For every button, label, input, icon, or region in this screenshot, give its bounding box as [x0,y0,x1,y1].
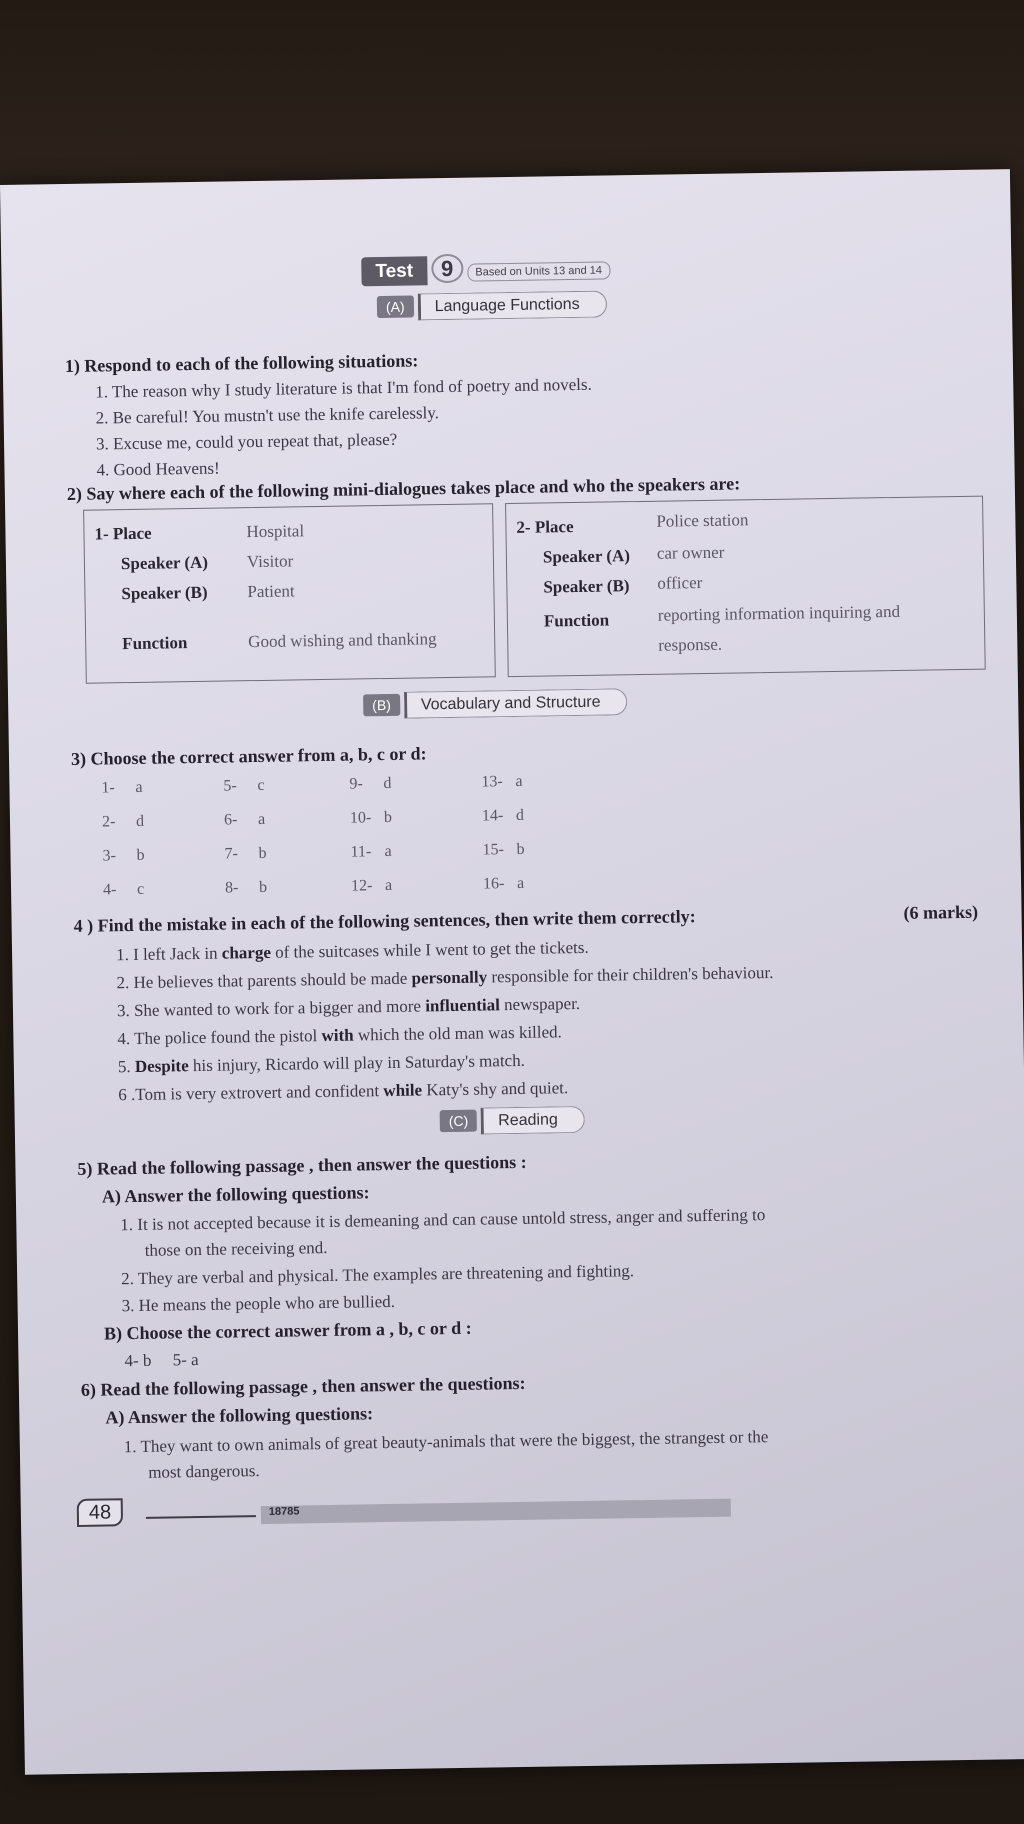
q5-sub-b: B) Choose the correct answer from a , b, c or d : [103,1317,472,1344]
q4-sentence [116,963,773,993]
sentence-text: 4. The police found the pistol [117,1026,322,1049]
speaker-b-label: Speaker (B) [543,576,630,597]
q1-item: 2. Be careful! You mustn't use the knife carelessly. [95,403,440,428]
answer-letter: b [258,844,267,863]
page-number: 48 [77,1498,124,1527]
q6-answer: 1. They want to own animals of great beauty-animals that were the biggest, the strangest or the [123,1427,769,1457]
sentence-text: 2. He believes that parents should be made [116,968,412,993]
q4-sentence [116,938,589,965]
answer-letter: c [136,880,145,898]
sentence-text: Katy's shy and quiet. [421,1078,569,1100]
sentence-text: of the suitcases while I went to get the tickets. [270,937,589,962]
test-header [361,253,610,283]
speaker-a-label: Speaker (A) [542,546,631,567]
q5-heading: 5) Read the following passage , then answer the questions : [77,1151,527,1179]
answer-number: 14- [481,807,504,825]
place-label: 1- Place [94,523,152,544]
q2-heading: 2) Say where each of the following mini-dialogues takes place and who the speakers are: [66,473,741,504]
answer-number: 7- [224,845,238,863]
section-title: Vocabulary and Structure [404,688,628,719]
place-value: Hospital [246,521,305,542]
answer-letter: d [383,774,392,793]
worksheet-page [0,169,1024,1775]
answer-letter: c [257,776,265,795]
answer-letter: a [135,778,143,796]
answer-letter: b [383,808,393,827]
q6-answer-cont: most dangerous. [148,1461,260,1482]
q5-answer: 3. He means the people who are bullied. [121,1291,396,1316]
page-number-badge [77,1501,124,1525]
q4-sentence [117,1022,562,1049]
sentence-text: which the old man was killed. [353,1022,562,1045]
sentence-text: newspaper. [499,993,581,1015]
section-letter: (C) [440,1110,478,1133]
section-b-banner [363,693,628,715]
q5-answer-cont: those on the receiving end. [144,1237,328,1260]
section-a-banner [377,295,607,317]
answer-number: 16- [482,875,505,893]
dialogue-box-2 [505,496,986,677]
q1-item: 4. Good Heavens! [96,458,220,480]
function-label: Function [543,610,610,631]
function-label: Function [122,633,188,654]
test-label: Test [361,256,427,286]
place-value: Police station [656,510,749,531]
function-value: Good wishing and thanking [248,629,437,652]
place-label: 2- Place [516,517,574,537]
q1-item: 3. Excuse me, could you repeat that, please? [95,429,398,454]
answer-letter: a [257,810,266,829]
highlighted-word: with [321,1025,354,1046]
section-letter: (B) [363,694,400,717]
q5-b-answers: 4- b 5- a [124,1350,199,1371]
speaker-b-label: Speaker (B) [121,582,208,604]
answer-letter: a [384,842,392,861]
q4-sentence [117,994,580,1021]
sentence-text: responsible for their children's behaviour. [486,962,774,987]
section-title: Language Functions [417,290,606,320]
sentence-text: 3. She wanted to work for a bigger and more [116,996,426,1021]
sentence-text: his injury, Ricardo will play in Saturday's match. [188,1050,526,1076]
q1-item: 1. The reason why I study literature is that I'm fond of poetry and novels. [95,374,592,402]
highlighted-word: personally [411,967,488,988]
q6-heading: 6) Read the following passage , then answer the questions: [80,1372,526,1400]
footer-code: 18785 [268,1505,300,1518]
footer-rule [146,1515,256,1519]
answer-number: 12- [350,877,373,895]
q5-answer: 2. They are verbal and physical. The examples are threatening and fighting. [121,1261,635,1289]
answer-number: 9- [349,775,363,793]
speaker-a-value: car owner [656,542,725,563]
answer-number: 6- [223,811,238,829]
answer-number: 1- [101,779,115,797]
answer-number: 8- [224,879,239,897]
speaker-b-value: Patient [247,581,295,602]
test-number: 9 [431,254,464,284]
section-letter: (A) [377,296,414,319]
highlighted-word: charge [221,942,272,963]
answer-number: 15- [482,841,504,859]
answer-letter: d [515,806,525,824]
answer-number: 5- [223,777,237,795]
sentence-text: 5. [117,1056,136,1077]
dialogue-box-1 [83,503,496,683]
answer-number: 11- [350,843,372,861]
q5-sub-a: A) Answer the following questions: [101,1182,370,1207]
q3-heading: 3) Choose the correct answer from a, b, c or d: [70,743,427,769]
q1-heading: 1) Respond to each of the following situations: [64,350,419,377]
answer-letter: b [258,878,268,897]
answer-letter: a [515,772,523,790]
answer-letter: d [135,812,145,830]
speaker-a-value: Visitor [246,551,294,572]
q6-sub-a: A) Answer the following questions: [105,1403,374,1428]
q4-sentence [118,1051,525,1077]
function-value-cont: response. [658,634,723,655]
footer-bar [261,1499,731,1524]
answer-letter: a [384,876,393,895]
q4-marks: (6 marks) [903,901,979,923]
q5-answer: 1. It is not accepted because it is demeaning and can cause untold stress, anger and suffering to [120,1205,766,1235]
answer-number: 4- [102,881,117,899]
answer-letter: b [136,846,145,864]
speaker-a-label: Speaker (A) [120,552,209,574]
highlighted-word: while [383,1080,423,1101]
answer-number: 10- [349,809,372,827]
answer-letter: a [516,874,525,892]
section-c-banner [440,1111,585,1131]
function-value: reporting information inquiring and [657,601,901,625]
answer-number: 3- [102,847,117,865]
answer-letter: b [516,840,525,858]
section-title: Reading [481,1106,585,1135]
speaker-b-value: officer [657,573,703,593]
q4-heading: 4 ) Find the mistake in each of the following sentences, then write them correctly: [73,906,696,936]
sentence-text: 6 .Tom is very extrovert and confident [118,1081,384,1105]
highlighted-word: Despite [134,1056,189,1076]
q4-sentence [118,1078,568,1105]
answer-number: 13- [481,773,503,791]
sentence-text: 1. I left Jack in [115,943,222,965]
based-on-badge: Based on Units 13 and 14 [467,261,610,281]
answer-number: 2- [101,813,116,831]
highlighted-word: influential [425,995,500,1016]
